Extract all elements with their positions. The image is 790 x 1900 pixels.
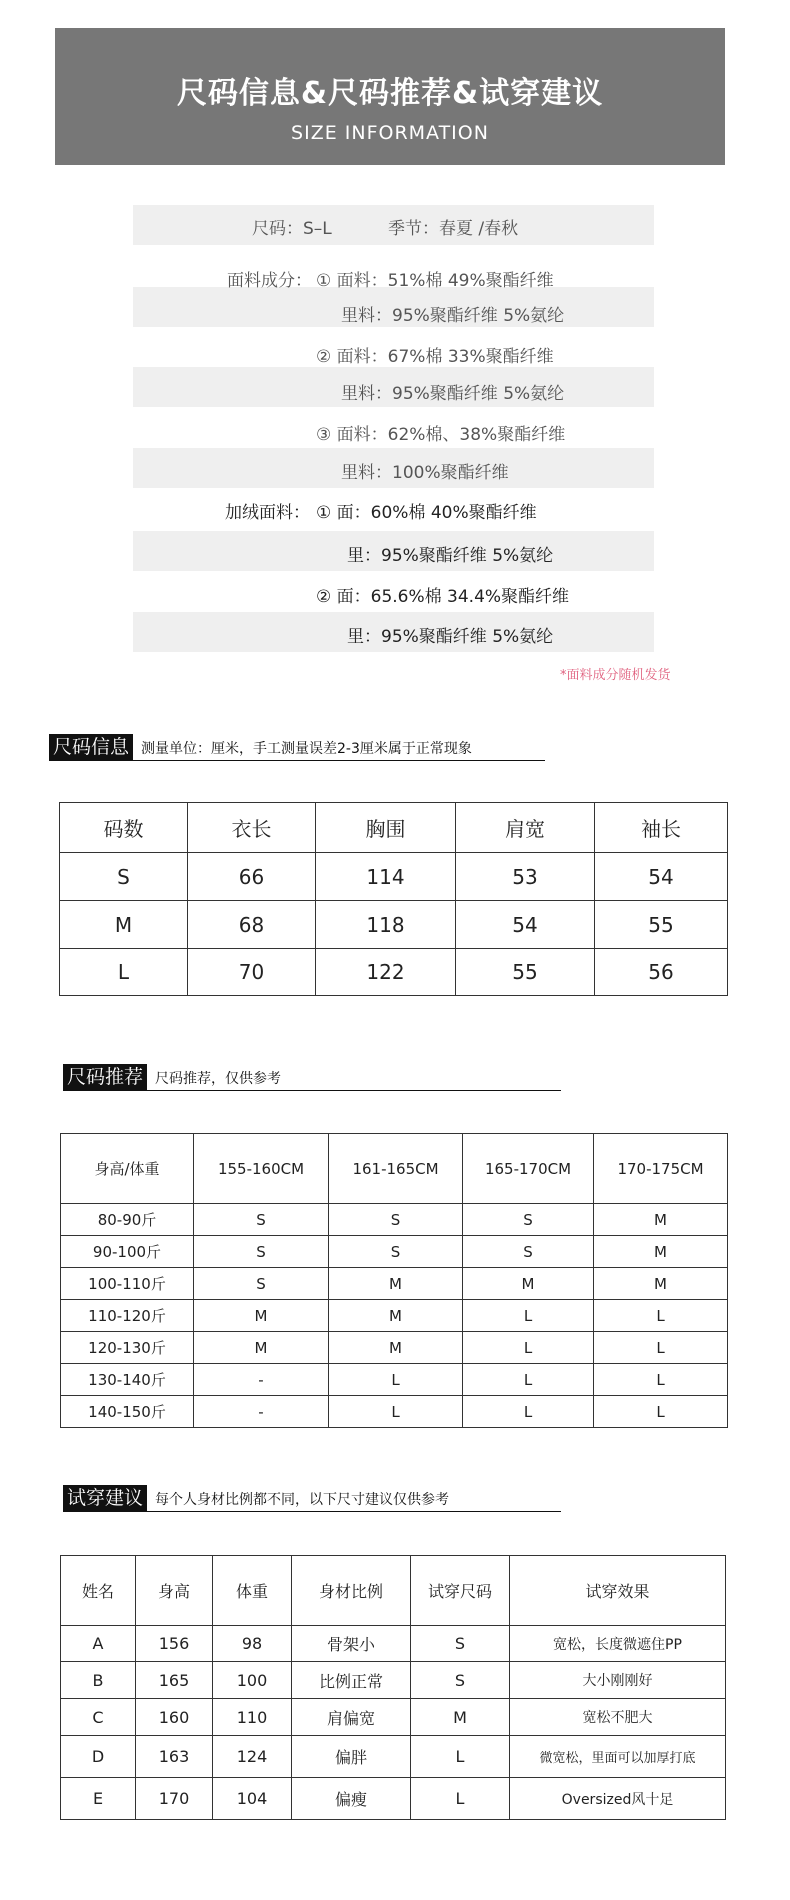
table-header-row	[60, 803, 728, 853]
table-cell: L	[411, 1778, 510, 1820]
velvet-label: 加绒面料：	[225, 503, 310, 523]
table-cell: 120-130斤	[61, 1332, 194, 1364]
velvet-2-lining: 里：95%聚酯纤维 5%氨纶	[347, 627, 554, 647]
table-cell: L	[594, 1300, 728, 1332]
table-cell: L	[463, 1364, 594, 1396]
table-row	[61, 1778, 726, 1820]
header-cell: 身高/体重	[61, 1134, 194, 1204]
fabric-note: *面料成分随机发货	[560, 668, 671, 683]
table-cell: C	[61, 1699, 136, 1736]
table-cell: M	[594, 1268, 728, 1300]
table-cell: -	[194, 1364, 329, 1396]
table-cell: 80-90斤	[61, 1204, 194, 1236]
table-cell: 100-110斤	[61, 1268, 194, 1300]
try-on-section-title	[63, 1485, 449, 1511]
table-header-row	[61, 1134, 728, 1204]
velvet-1-face: ① 面：60%棉 40%聚酯纤维	[316, 503, 537, 523]
banner-title: 尺码信息&尺码推荐&试穿建议	[176, 76, 604, 111]
table-row	[61, 1300, 728, 1332]
table-cell: 122	[316, 949, 456, 996]
table-cell: M	[60, 901, 188, 949]
size-recommendation-table	[60, 1133, 728, 1428]
table-cell: 70	[188, 949, 316, 996]
header-cell: 体重	[213, 1556, 292, 1626]
header-cell: 155-160CM	[194, 1134, 329, 1204]
table-cell: L	[594, 1396, 728, 1428]
table-row	[61, 1364, 728, 1396]
table-cell: -	[194, 1396, 329, 1428]
size-info-label: 尺码信息	[49, 734, 133, 760]
header-cell: 衣长	[188, 803, 316, 853]
table-cell: L	[463, 1396, 594, 1428]
fabric-label: 面料成分：	[227, 271, 312, 291]
table-cell: L	[463, 1300, 594, 1332]
table-cell: L	[594, 1332, 728, 1364]
table-cell: M	[329, 1268, 463, 1300]
table-cell: 98	[213, 1626, 292, 1662]
velvet-1-lining: 里：95%聚酯纤维 5%氨纶	[347, 546, 554, 566]
season-text: 季节：春夏 /春秋	[388, 219, 519, 239]
table-cell: 156	[136, 1626, 213, 1662]
table-cell: 110	[213, 1699, 292, 1736]
table-cell: 55	[456, 949, 595, 996]
table-cell: 100	[213, 1662, 292, 1699]
table-row	[61, 1626, 726, 1662]
table-cell: 170	[136, 1778, 213, 1820]
table-cell: 68	[188, 901, 316, 949]
table-cell: Oversized风十足	[510, 1778, 726, 1820]
fabric-1-lining: 里料：95%聚酯纤维 5%氨纶	[341, 306, 565, 326]
header-cell: 165-170CM	[463, 1134, 594, 1204]
table-cell: 165	[136, 1662, 213, 1699]
table-cell: L	[411, 1736, 510, 1778]
table-cell: 54	[456, 901, 595, 949]
table-cell: L	[329, 1364, 463, 1396]
table-cell: S	[194, 1268, 329, 1300]
table-header-row	[61, 1556, 726, 1626]
table-cell: 偏瘦	[292, 1778, 411, 1820]
fabric-1-face: ① 面料：51%棉 49%聚酯纤维	[316, 271, 554, 291]
table-cell: 110-120斤	[61, 1300, 194, 1332]
header-cell: 身高	[136, 1556, 213, 1626]
header-cell: 161-165CM	[329, 1134, 463, 1204]
table-cell: B	[61, 1662, 136, 1699]
table-cell: 54	[595, 853, 728, 901]
table-cell: L	[463, 1332, 594, 1364]
table-row	[61, 1268, 728, 1300]
table-cell: M	[594, 1236, 728, 1268]
table-cell: 66	[188, 853, 316, 901]
table-cell: 肩偏宽	[292, 1699, 411, 1736]
table-cell: M	[411, 1699, 510, 1736]
size-info-table	[59, 802, 728, 996]
table-row	[61, 1332, 728, 1364]
size-rec-subtitle: 尺码推荐，仅供参考	[155, 1071, 282, 1087]
table-row	[61, 1662, 726, 1699]
table-cell: L	[329, 1396, 463, 1428]
table-cell: 骨架小	[292, 1626, 411, 1662]
table-cell: 53	[456, 853, 595, 901]
section-underline	[63, 1090, 561, 1091]
table-cell: 163	[136, 1736, 213, 1778]
table-row	[61, 1236, 728, 1268]
table-cell: S	[329, 1204, 463, 1236]
table-cell: D	[61, 1736, 136, 1778]
table-cell: 114	[316, 853, 456, 901]
table-cell: 偏胖	[292, 1736, 411, 1778]
table-cell: 90-100斤	[61, 1236, 194, 1268]
header-cell: 胸围	[316, 803, 456, 853]
table-row	[61, 1736, 726, 1778]
velvet-2-face: ② 面：65.6%棉 34.4%聚酯纤维	[316, 587, 570, 607]
table-cell: S	[194, 1236, 329, 1268]
table-cell: 124	[213, 1736, 292, 1778]
fabric-3-face: ③ 面料：62%棉、38%聚酯纤维	[316, 425, 566, 445]
table-cell: 大小刚刚好	[510, 1662, 726, 1699]
table-cell: 比例正常	[292, 1662, 411, 1699]
table-cell: A	[61, 1626, 136, 1662]
table-cell: L	[594, 1364, 728, 1396]
table-cell: E	[61, 1778, 136, 1820]
header-cell: 码数	[60, 803, 188, 853]
table-row	[60, 949, 728, 996]
table-cell: S	[411, 1626, 510, 1662]
fabric-2-face: ② 面料：67%棉 33%聚酯纤维	[316, 347, 554, 367]
table-cell: 140-150斤	[61, 1396, 194, 1428]
header-cell: 肩宽	[456, 803, 595, 853]
table-cell: 56	[595, 949, 728, 996]
size-rec-section-title	[63, 1064, 281, 1090]
banner-subtitle: SIZE INFORMATION	[291, 122, 489, 144]
header-cell: 袖长	[595, 803, 728, 853]
header-cell: 试穿效果	[510, 1556, 726, 1626]
try-on-subtitle: 每个人身材比例都不同，以下尺寸建议仅供参考	[155, 1492, 450, 1508]
table-cell: 宽松不肥大	[510, 1699, 726, 1736]
table-cell: S	[194, 1204, 329, 1236]
table-cell: 104	[213, 1778, 292, 1820]
table-cell: M	[463, 1268, 594, 1300]
size-info-section-title	[49, 734, 472, 760]
table-cell: S	[411, 1662, 510, 1699]
table-cell: S	[329, 1236, 463, 1268]
size-rec-label: 尺码推荐	[63, 1064, 147, 1090]
table-cell: 130-140斤	[61, 1364, 194, 1396]
table-cell: 160	[136, 1699, 213, 1736]
header-cell: 170-175CM	[594, 1134, 728, 1204]
table-row	[61, 1396, 728, 1428]
table-row	[60, 853, 728, 901]
section-underline	[49, 760, 545, 761]
table-row	[61, 1699, 726, 1736]
table-row	[60, 901, 728, 949]
fabric-2-lining: 里料：95%聚酯纤维 5%氨纶	[341, 384, 565, 404]
fabric-3-lining: 里料：100%聚酯纤维	[341, 463, 509, 483]
table-cell: M	[329, 1300, 463, 1332]
table-cell: 宽松，长度微遮住PP	[510, 1626, 726, 1662]
table-cell: M	[594, 1204, 728, 1236]
try-on-label: 试穿建议	[63, 1485, 147, 1511]
table-cell: 118	[316, 901, 456, 949]
table-cell: S	[463, 1236, 594, 1268]
table-cell: M	[329, 1332, 463, 1364]
table-row	[61, 1204, 728, 1236]
table-cell: 55	[595, 901, 728, 949]
table-cell: M	[194, 1300, 329, 1332]
section-underline	[63, 1511, 561, 1512]
header-cell: 身材比例	[292, 1556, 411, 1626]
table-cell: L	[60, 949, 188, 996]
header-cell: 姓名	[61, 1556, 136, 1626]
size-info-subtitle: 测量单位：厘米，手工测量误差2-3厘米属于正常现象	[141, 741, 472, 757]
table-cell: S	[60, 853, 188, 901]
try-on-table	[60, 1555, 726, 1820]
header-banner	[55, 28, 725, 165]
size-range-text: 尺码：S–L	[252, 219, 332, 239]
table-cell: S	[463, 1204, 594, 1236]
header-cell: 试穿尺码	[411, 1556, 510, 1626]
table-cell: M	[194, 1332, 329, 1364]
table-cell: 微宽松，里面可以加厚打底	[510, 1736, 726, 1778]
